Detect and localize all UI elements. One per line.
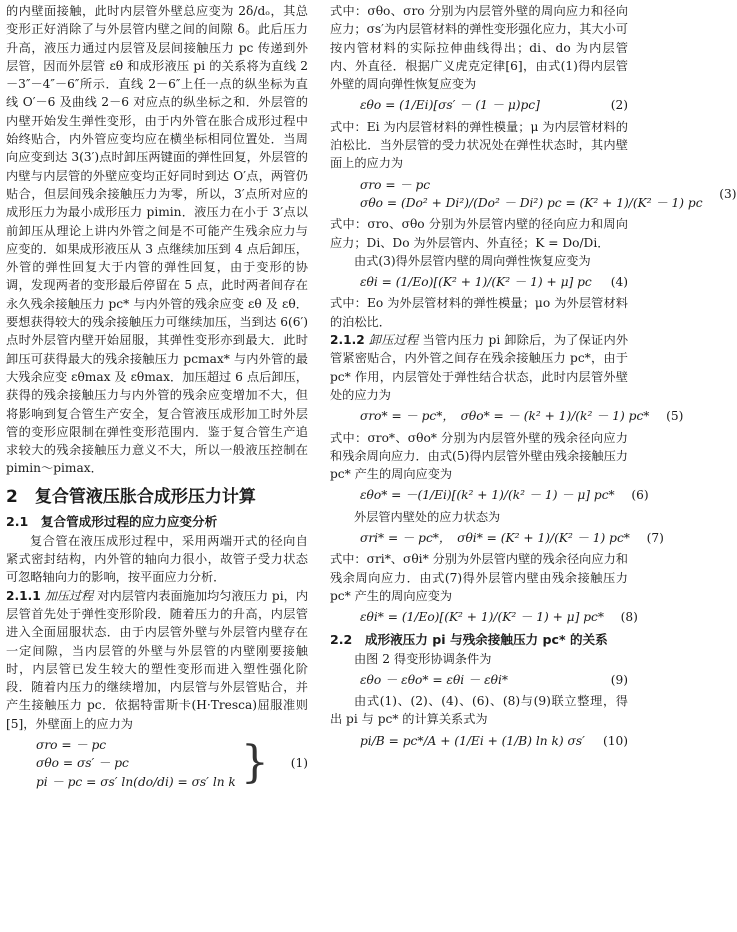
equation-7: [330, 529, 664, 547]
equation-10: [330, 732, 628, 750]
equation-line: σro = － pc: [36, 737, 107, 752]
equation-body: εθo － εθo* = εθi － εθi*: [360, 672, 508, 687]
equation-number: (6): [631, 488, 649, 503]
subsubsection-paragraph: [6, 587, 308, 733]
paragraph: 式中：Eo 为外层管材料的弹性模量；μo 为外层管材料的泊松比．: [330, 296, 628, 329]
equation-line: σθo = σs′ － pc: [36, 756, 129, 771]
equation-number: (2): [610, 98, 628, 113]
paragraph: 式中：σro*、σθo* 分别为内层管外壁的残余径向应力和残余周向应力．由式(5)得内层管外壁由残余接触压力 pc* 产生的周向应变为: [330, 430, 628, 482]
subsection-heading: 2.2 成形液压力 pi 与残余接触压力 pc* 的关系: [330, 631, 608, 647]
equation-8: [330, 608, 638, 626]
equation-number: (1): [290, 756, 308, 771]
paragraph: 式中：σri*、σθi* 分别为外层管内壁的残余径向应力和残余周向应力．由式(7)得外层管内壁由残余接触压力 pc* 产生的周向应变为: [330, 552, 628, 603]
equation-number: (4): [610, 275, 628, 290]
subsubsection-title: 加压过程: [44, 588, 94, 603]
equation-number: (8): [620, 610, 638, 625]
equation-number: (7): [646, 531, 664, 546]
subsubsection-title: 卸压过程: [368, 333, 419, 348]
equation-body: εθo = (1/Ei)[σs′ － (1 － μ)pc]: [360, 98, 540, 113]
equation-number: (9): [610, 672, 628, 687]
paragraph: 式中：Ei 为内层管材料的弹性模量；μ 为内层管材料的泊松比．当外层管的受力状况处在弹性状态时，其内壁面上的应力为: [330, 119, 628, 171]
equation-3: [330, 176, 737, 213]
equation-9: [330, 671, 628, 689]
paragraph: 式中：σθo、σro 分别为内层管外壁的周向应力和径向应力；σs′为内层管材料的弹性变形强化应力，其大小可按内管材料的实际拉伸曲线得出；di、do 为内层管内、外直径．根据广义虎克定律[6]，由式(1)得内层管外壁的周向弹性恢复应变为: [330, 4, 628, 92]
paragraph: 复合管在液压成形过程中，采用两端开式的径向自紧式密封结构，内外管的轴向力很小，故管子受力状态可忽略轴向力的影响，按平面应力分析．: [6, 533, 308, 585]
equation-body: εθo* = －(1/Ei)[(k² + 1)/(k² － 1) － μ] pc*: [360, 488, 615, 503]
paragraph-text: 对内层管内表面施加均匀液压力 pi，内层管首先处于弹性变形阶段．随着压力的升高，内层管进入全面屈服状态．由于内层管外壁与外层管内壁存在一定间隙，当内层管的外壁与外层管的内壁刚要接触时，内层管已发生较大的塑性变形而进入塑性强化阶段．随着内压力的继续增加，内层管与外层管贴合，并产生接触压力 pc．依据特雷斯卡(H·Tresca)屈服准则[5]，外壁面上的应力为: [6, 588, 309, 731]
equation-6: [330, 486, 649, 504]
equation-body: pi/B = pc*/A + (1/Ei + (1/B) ln k) σs′: [360, 733, 585, 748]
right-brace: }: [240, 737, 269, 789]
equation-body: σri* = － pc*， σθi* = (K² + 1)/(K² － 1) pc*: [360, 531, 630, 546]
paragraph: 由式(3)得外层管内壁的周向弹性恢复应变为: [354, 253, 591, 268]
paragraph: 的内壁面接触，此时内层管外壁总应变为 2δ/dₒ，其总变形正好消除了与外层管内壁之间的间隙 δ。此后压力升高，液压力通过内层管及层间接触压力 pc 传递到外层管，因而外层管 εθ 和成形液压 pi 的关系将为直线 2－3″－4″－6″所示．直线 2－6″上任一点的纵坐标为直线 O′－6 及曲线 2－6 对应点的纵坐标之和．外层管的内壁开始发生弹性变形，由于内外管在胀合成形过程中始终贴合，内外管应变均应在横坐标相同位置处．当周向应变到达 3(3′)点时卸压两键面的弹性回复，外层管的内壁与内层管的外壁应变均正好同时到达 O′点，两管仍贴合，但层间残余接触压力为零，所以，3′点所对应的成形压力为最小成形压力 pimin．液压力在小于 3′点以前卸压从理论上讲内外管之间是不可能产生残余应力与应变的．如果成形液压从 3 点继续加压到 4 点后卸压，外管的弹性回复大于内管的弹性回复，由于变形的协调，发现两者的变形最后停留在 5 点，此时两者间存在永久残余接触压力 pc* 与内外管的残余应变 εθ 及 εθ．要想获得较大的残余接触压力可继续加压，当到达 6(6′)点时外层管内壁开始屈服，其弹性变形亦到最大．此时卸压可获得最大的残余接触压力 pcmax* 与内外管的最大残余应变 εθmax 及 εθmax．加压超过 6 点后卸压，获得的残余接触压力与内外管的残余应变增加不大，但将影响到复合管生产安全，复合管液压成形加工时外层管的变形应限制在弹性变形范围内．鉴于复合管生产追求较大的残余接触压力意义不大，所以一般液压控制在 pimin～pimax．: [6, 4, 308, 476]
equation-number: (10): [602, 733, 628, 748]
equation-system: [330, 176, 703, 213]
equation-body: εθi = (1/Eo)[(K² + 1)/(K² － 1) + μ] pc: [360, 275, 592, 290]
equation-line: σθo = (Do² + Di²)/(Do² － Di²) pc = (K² + 1)/(K² － 1) pc: [360, 195, 703, 210]
section-heading: 2 复合管液压胀合成形压力计算: [6, 486, 256, 507]
equation-2: [330, 96, 628, 114]
right-column: [330, 2, 737, 753]
subsubsection-paragraph: [330, 331, 628, 404]
paragraph-text: 当管内压力 pi 卸除后，为了保证内外管紧密贴合，内外管之间存在残余接触压力 pc*，由于 pc* 作用，内层管处于弹性结合状态，此时内层管外壁处的应力为: [330, 333, 629, 402]
equation-line: pi － pc = σs′ ln(do/di) = σs′ ln k: [36, 774, 236, 789]
paragraph: 外层管内壁处的应力状态为: [354, 509, 501, 524]
equation-5: [330, 407, 684, 425]
subsubsection-number: 2.1.2: [330, 333, 365, 348]
equation-1: [6, 736, 308, 791]
subsubsection-number: 2.1.1: [6, 588, 41, 603]
equation-body: σro* = － pc*， σθo* = － (k² + 1)/(k² － 1) pc*: [360, 409, 650, 424]
equation-system: [6, 736, 236, 791]
paragraph: 由式(1)、(2)、(4)、(6)、(8)与(9)联立整理，得出 pi 与 pc* 的计算关系式为: [330, 694, 628, 727]
paragraph: 由图 2 得变形协调条件为: [354, 651, 492, 666]
equation-4: [330, 273, 628, 291]
paragraph: 式中：σro、σθo 分别为外层管内壁的径向应力和周向应力；Di、Do 为外层管内、外直径；K = Do/Di．: [330, 217, 628, 250]
equation-number: (5): [666, 409, 684, 424]
equation-line: σro = － pc: [360, 177, 431, 192]
equation-number: (3): [719, 186, 737, 201]
subsection-heading: 2.1 复合管成形过程的应力应变分析: [6, 513, 218, 529]
equation-body: εθi* = (1/Eo)[(K² + 1)/(K² － 1) + μ] pc*: [360, 610, 604, 625]
left-column: [6, 2, 308, 794]
